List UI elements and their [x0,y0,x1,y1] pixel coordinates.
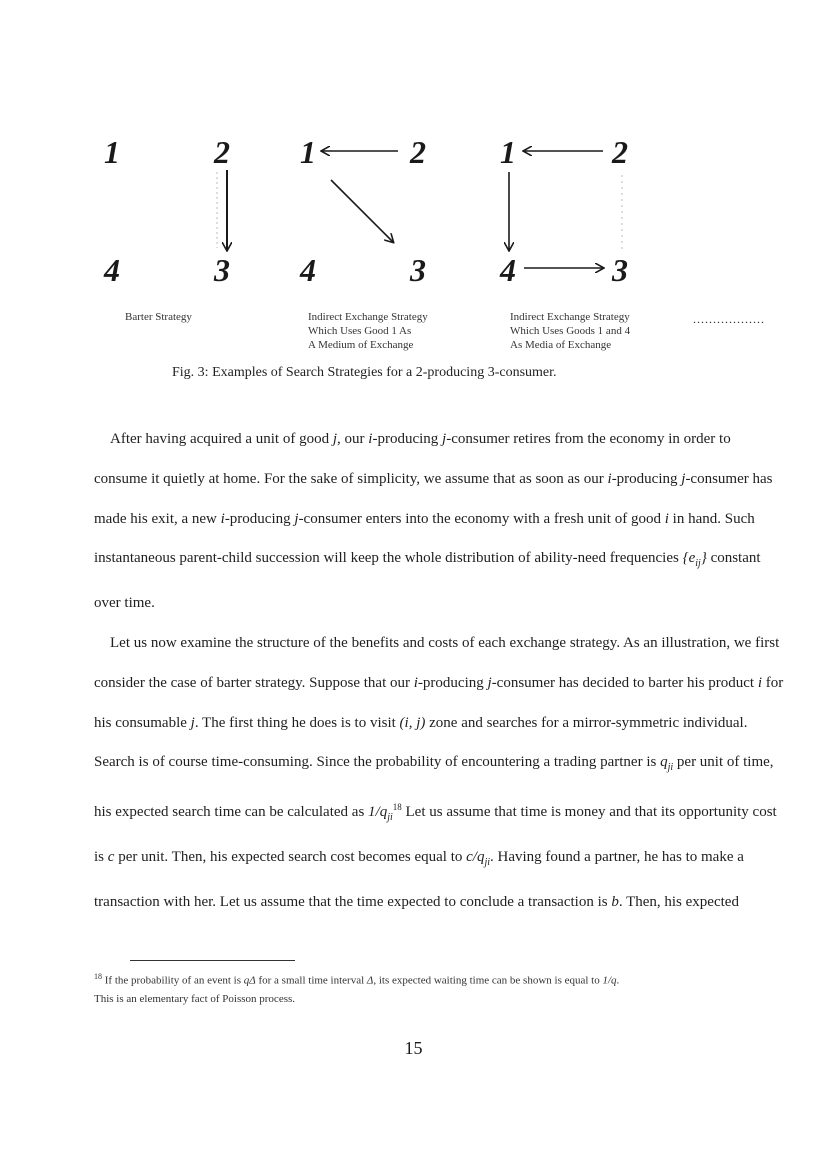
node-1: 1 [104,134,120,170]
node-4: 4 [300,252,316,288]
panel-label-barter: Barter Strategy [125,311,192,323]
figure-caption: Fig. 3: Examples of Search Strategies for a 2-producing 3-consumer. [172,365,557,380]
page-number: 15 [404,1038,423,1058]
node-2: 2 [214,134,230,170]
node-4: 4 [104,252,120,288]
footnote: $^{18}$ If the probability of an event is qΔ for a small time interval Δ, its expected waiting time can be shown is equal to 1/q. This is an elementary fact of Poisson process. [94,972,620,1005]
footnote-rule [130,960,295,961]
node-3: 3 [612,252,628,288]
footnote-ref[interactable]: 18 [392,802,402,813]
panel-label-indirect-2: Indirect Exchange Strategy Which Uses Goods 1 and 4 As Media of Exchange [510,311,631,351]
node-3: 3 [214,252,230,288]
paragraph: Let us now examine the structure of the benefits and costs of each exchange strategy. As an illustration, we first consider the case of barter strategy. Suppose that our i-producing j-consumer has decided to barter his product i for his consumable j. The first thing he does is to visit (i, j) zone and searches for a mirror-symmetric individual. Search is of course time-consuming. Since the probability of encountering a trading partner is $q_{ji}$ per unit of time, his expected search time can be calculated as $1/q_{ji}^{18}$ Let us assume that time is money and that its opportunity cost is c per unit. Then, his expected search cost becomes equal to $c/q_{ji}$. Having found a partner, he has to make a transaction with her. Let us assume that the time expected to conclude a transaction is b. Then, his expected [94,634,784,910]
paragraph: After having acquired a unit of good j, our i-producing j-consumer retires from the economy in order to consume it quietly at home. For the sake of simplicity, we assume that as soon as our i-producing j-consumer has made his exit, a new i-producing j-consumer enters into the economy with a fresh unit of good i in hand. Such instantaneous parent-child succession will keep the whole distribution of ability-need frequencies $\{e_{ij}\}$ constant over time. [94,431,773,612]
node-4: 4 [500,252,516,288]
body-text [94,420,784,923]
figure-3 [0,0,827,360]
arrow-1-to-3 [331,180,393,242]
panel-label-indirect-1: Indirect Exchange Strategy Which Uses Good 1 As A Medium of Exchange [308,311,428,351]
node-1: 1 [300,134,316,170]
ellipsis: .................. [693,312,765,326]
node-3: 3 [410,252,426,288]
node-2: 2 [410,134,426,170]
node-2: 2 [612,134,628,170]
node-1: 1 [500,134,516,170]
